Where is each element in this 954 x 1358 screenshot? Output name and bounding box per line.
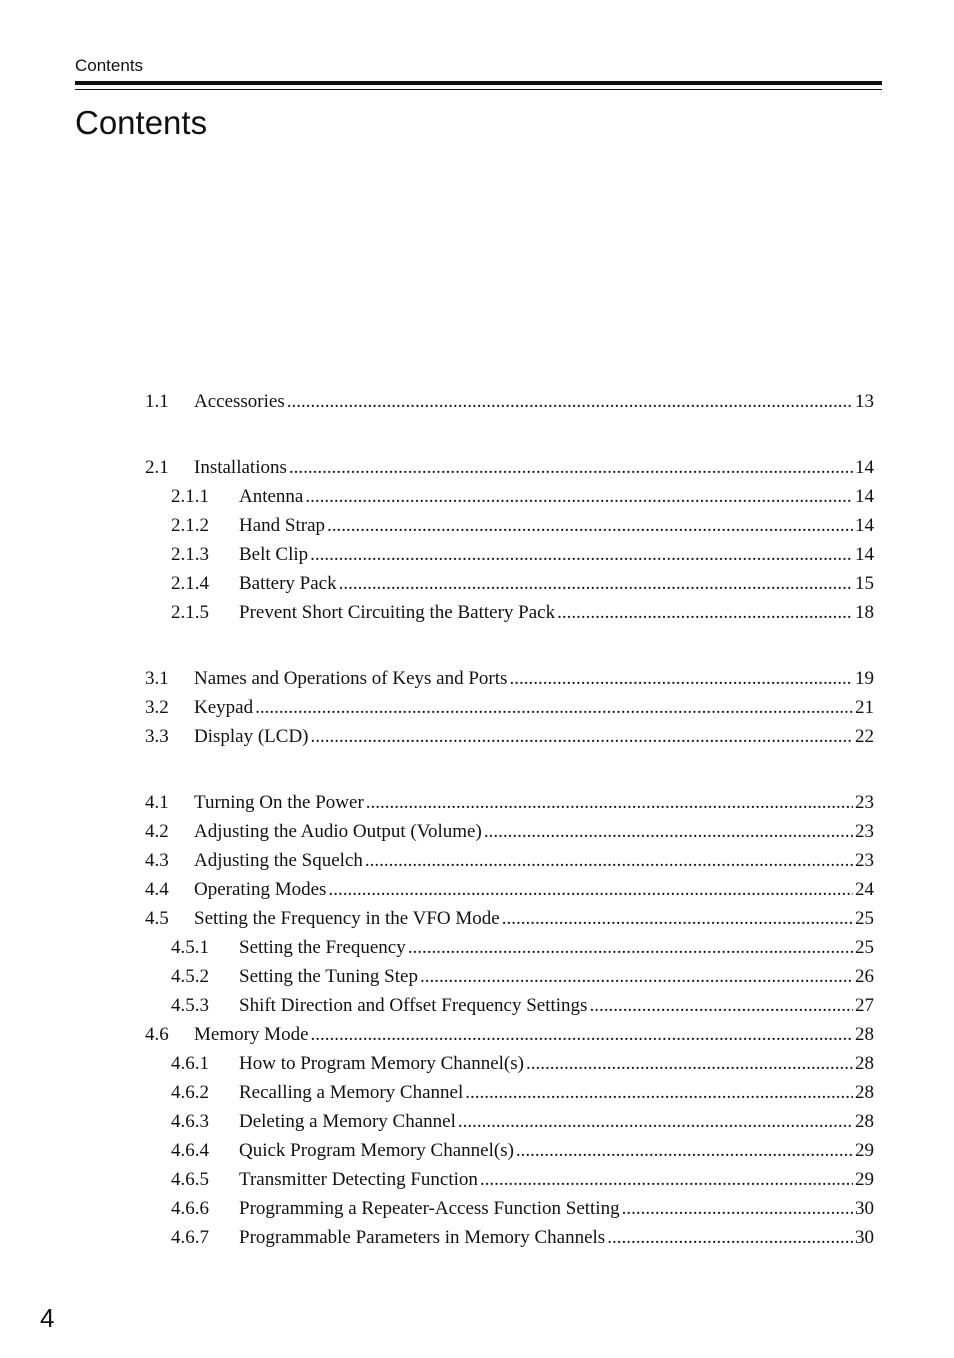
toc-entry-number: 2.1.2: [171, 515, 209, 536]
toc-entry-number: 1.1: [145, 391, 169, 412]
toc-entry[interactable]: [145, 933, 874, 962]
toc-entry-page: 14: [855, 486, 874, 507]
toc-entry-title: Shift Direction and Offset Frequency Settings: [239, 995, 588, 1016]
toc-dot-leader: [622, 1194, 853, 1223]
toc-dot-leader: [526, 1049, 853, 1078]
toc-entry[interactable]: [145, 598, 874, 627]
toc-entry-page: 14: [855, 457, 874, 478]
toc-entry-number: 3.1: [145, 668, 169, 689]
toc-entry-page: 26: [855, 966, 874, 987]
toc-entry-page: 29: [855, 1169, 874, 1190]
toc-dot-leader: [589, 991, 853, 1020]
toc-entry-title: Names and Operations of Keys and Ports: [194, 668, 508, 689]
toc-entry-number: 4.3: [145, 850, 169, 871]
toc-entry-page: 30: [855, 1198, 874, 1219]
toc-entry[interactable]: [145, 1194, 874, 1223]
toc-dot-leader: [328, 875, 853, 904]
toc-entry-page: 28: [855, 1111, 874, 1132]
toc-entry-page: 14: [855, 515, 874, 536]
toc-entry[interactable]: [145, 482, 874, 511]
toc-entry[interactable]: [145, 1078, 874, 1107]
toc-dot-leader: [420, 962, 853, 991]
toc-entry[interactable]: [145, 904, 874, 933]
toc-entry-number: 4.4: [145, 879, 169, 900]
toc-entry-number: 3.3: [145, 726, 169, 747]
toc-dot-leader: [484, 817, 853, 846]
toc-entry-number: 4.5.1: [171, 937, 209, 958]
toc-entry-number: 4.6: [145, 1024, 169, 1045]
toc-entry-page: 30: [855, 1227, 874, 1248]
toc-entry[interactable]: [145, 693, 874, 722]
toc-entry[interactable]: [145, 1049, 874, 1078]
toc-entry-title: Quick Program Memory Channel(s): [239, 1140, 514, 1161]
toc-entry-page: 23: [855, 821, 874, 842]
toc-entry-page: 23: [855, 792, 874, 813]
toc-entry-page: 28: [855, 1053, 874, 1074]
toc-entry-page: 28: [855, 1024, 874, 1045]
toc-entry-title: Transmitter Detecting Function: [239, 1169, 478, 1190]
toc-entry[interactable]: [145, 722, 874, 751]
toc-section: [145, 453, 874, 627]
toc-entry-title: Setting the Frequency: [239, 937, 406, 958]
toc-entry-number: 4.5.2: [171, 966, 209, 987]
toc-entry[interactable]: [145, 1136, 874, 1165]
toc-entry-title: Keypad: [194, 697, 254, 718]
toc-section: [145, 387, 874, 416]
toc-dot-leader: [502, 904, 853, 933]
toc-entry-title: Turning On the Power: [194, 792, 364, 813]
toc-entry-title: Antenna: [239, 486, 304, 507]
toc-entry-number: 4.2: [145, 821, 169, 842]
toc-dot-leader: [310, 540, 853, 569]
toc-dot-leader: [339, 569, 853, 598]
toc-dot-leader: [305, 482, 853, 511]
toc-entry-number: 4.6.3: [171, 1111, 209, 1132]
page-title: Contents: [75, 104, 208, 141]
toc-dot-leader: [557, 598, 853, 627]
toc-entry-number: 2.1.5: [171, 602, 209, 623]
toc-entry-page: 27: [855, 995, 874, 1016]
toc-entry-number: 4.5: [145, 908, 169, 929]
toc-dot-leader: [365, 846, 853, 875]
toc-entry[interactable]: [145, 1107, 874, 1136]
toc-entry-page: 23: [855, 850, 874, 871]
toc-entry-page: 25: [855, 937, 874, 958]
toc-entry[interactable]: [145, 540, 874, 569]
toc-entry-title: Memory Mode: [194, 1024, 309, 1045]
toc-dot-leader: [287, 387, 853, 416]
toc-entry-number: 4.6.2: [171, 1082, 209, 1103]
table-of-contents: [145, 387, 874, 1289]
toc-entry-page: 21: [855, 697, 874, 718]
toc-entry-number: 4.6.7: [171, 1227, 209, 1248]
header-rule-thin: [75, 89, 882, 90]
toc-entry-number: 2.1.4: [171, 573, 209, 594]
toc-entry-number: 4.6.1: [171, 1053, 209, 1074]
toc-section: [145, 788, 874, 1252]
toc-entry-number: 4.5.3: [171, 995, 209, 1016]
toc-entry-number: 2.1.1: [171, 486, 209, 507]
toc-entry-page: 24: [855, 879, 874, 900]
running-head: Contents: [75, 56, 144, 75]
toc-entry[interactable]: [145, 817, 874, 846]
toc-entry-page: 18: [855, 602, 874, 623]
toc-dot-leader: [607, 1223, 853, 1252]
toc-dot-leader: [458, 1107, 853, 1136]
toc-entry[interactable]: [145, 569, 874, 598]
toc-entry-number: 4.1: [145, 792, 169, 813]
toc-entry-title: Operating Modes: [194, 879, 327, 900]
toc-entry-title: Programmable Parameters in Memory Channels: [239, 1227, 606, 1248]
toc-entry-title: Programming a Repeater-Access Function Setting: [239, 1198, 620, 1219]
toc-entry-title: Belt Clip: [239, 544, 309, 565]
toc-entry[interactable]: [145, 1020, 874, 1049]
toc-entry-page: 13: [855, 391, 874, 412]
toc-entry-page: 19: [855, 668, 874, 689]
toc-entry-title: Hand Strap: [239, 515, 326, 536]
toc-entry[interactable]: [145, 387, 874, 416]
toc-dot-leader: [366, 788, 853, 817]
header-rule-thick: [75, 81, 882, 85]
toc-entry-page: 14: [855, 544, 874, 565]
toc-entry-page: 28: [855, 1082, 874, 1103]
toc-entry[interactable]: [145, 846, 874, 875]
toc-entry-title: Display (LCD): [194, 726, 309, 747]
toc-entry-number: 2.1.3: [171, 544, 209, 565]
toc-entry-page: 15: [855, 573, 874, 594]
toc-entry[interactable]: [145, 453, 874, 482]
toc-entry[interactable]: [145, 875, 874, 904]
toc-entry[interactable]: [145, 1165, 874, 1194]
toc-dot-leader: [327, 511, 853, 540]
toc-dot-leader: [255, 693, 853, 722]
toc-entry-title: Deleting a Memory Channel: [239, 1111, 456, 1132]
toc-entry[interactable]: [145, 788, 874, 817]
toc-entry[interactable]: [145, 962, 874, 991]
toc-entry-page: 22: [855, 726, 874, 747]
toc-entry-number: 4.6.6: [171, 1198, 209, 1219]
toc-entry-title: Setting the Tuning Step: [239, 966, 418, 987]
toc-entry-page: 25: [855, 908, 874, 929]
toc-dot-leader: [465, 1078, 853, 1107]
toc-dot-leader: [311, 722, 853, 751]
toc-entry-title: Recalling a Memory Channel: [239, 1082, 464, 1103]
toc-entry-title: Setting the Frequency in the VFO Mode: [194, 908, 500, 929]
toc-entry-number: 3.2: [145, 697, 169, 718]
toc-entry[interactable]: [145, 991, 874, 1020]
toc-entry-title: Accessories: [194, 391, 285, 412]
toc-dot-leader: [480, 1165, 853, 1194]
toc-entry-title: Prevent Short Circuiting the Battery Pack: [239, 602, 556, 623]
toc-dot-leader: [516, 1136, 853, 1165]
page-number: 4: [40, 1303, 55, 1333]
toc-entry-title: How to Program Memory Channel(s): [239, 1053, 524, 1074]
toc-entry-title: Battery Pack: [239, 573, 337, 594]
toc-entry[interactable]: [145, 664, 874, 693]
toc-section: [145, 664, 874, 751]
toc-entry-number: 4.6.4: [171, 1140, 209, 1161]
toc-entry-number: 4.6.5: [171, 1169, 209, 1190]
toc-entry-page: 29: [855, 1140, 874, 1161]
toc-entry-title: Adjusting the Squelch: [194, 850, 363, 871]
toc-entry-title: Adjusting the Audio Output (Volume): [194, 821, 482, 842]
toc-entry-title: Installations: [194, 457, 287, 478]
toc-dot-leader: [289, 453, 853, 482]
toc-entry[interactable]: [145, 1223, 874, 1252]
toc-entry[interactable]: [145, 511, 874, 540]
toc-dot-leader: [509, 664, 853, 693]
toc-entry-number: 2.1: [145, 457, 169, 478]
toc-dot-leader: [311, 1020, 853, 1049]
toc-dot-leader: [408, 933, 853, 962]
